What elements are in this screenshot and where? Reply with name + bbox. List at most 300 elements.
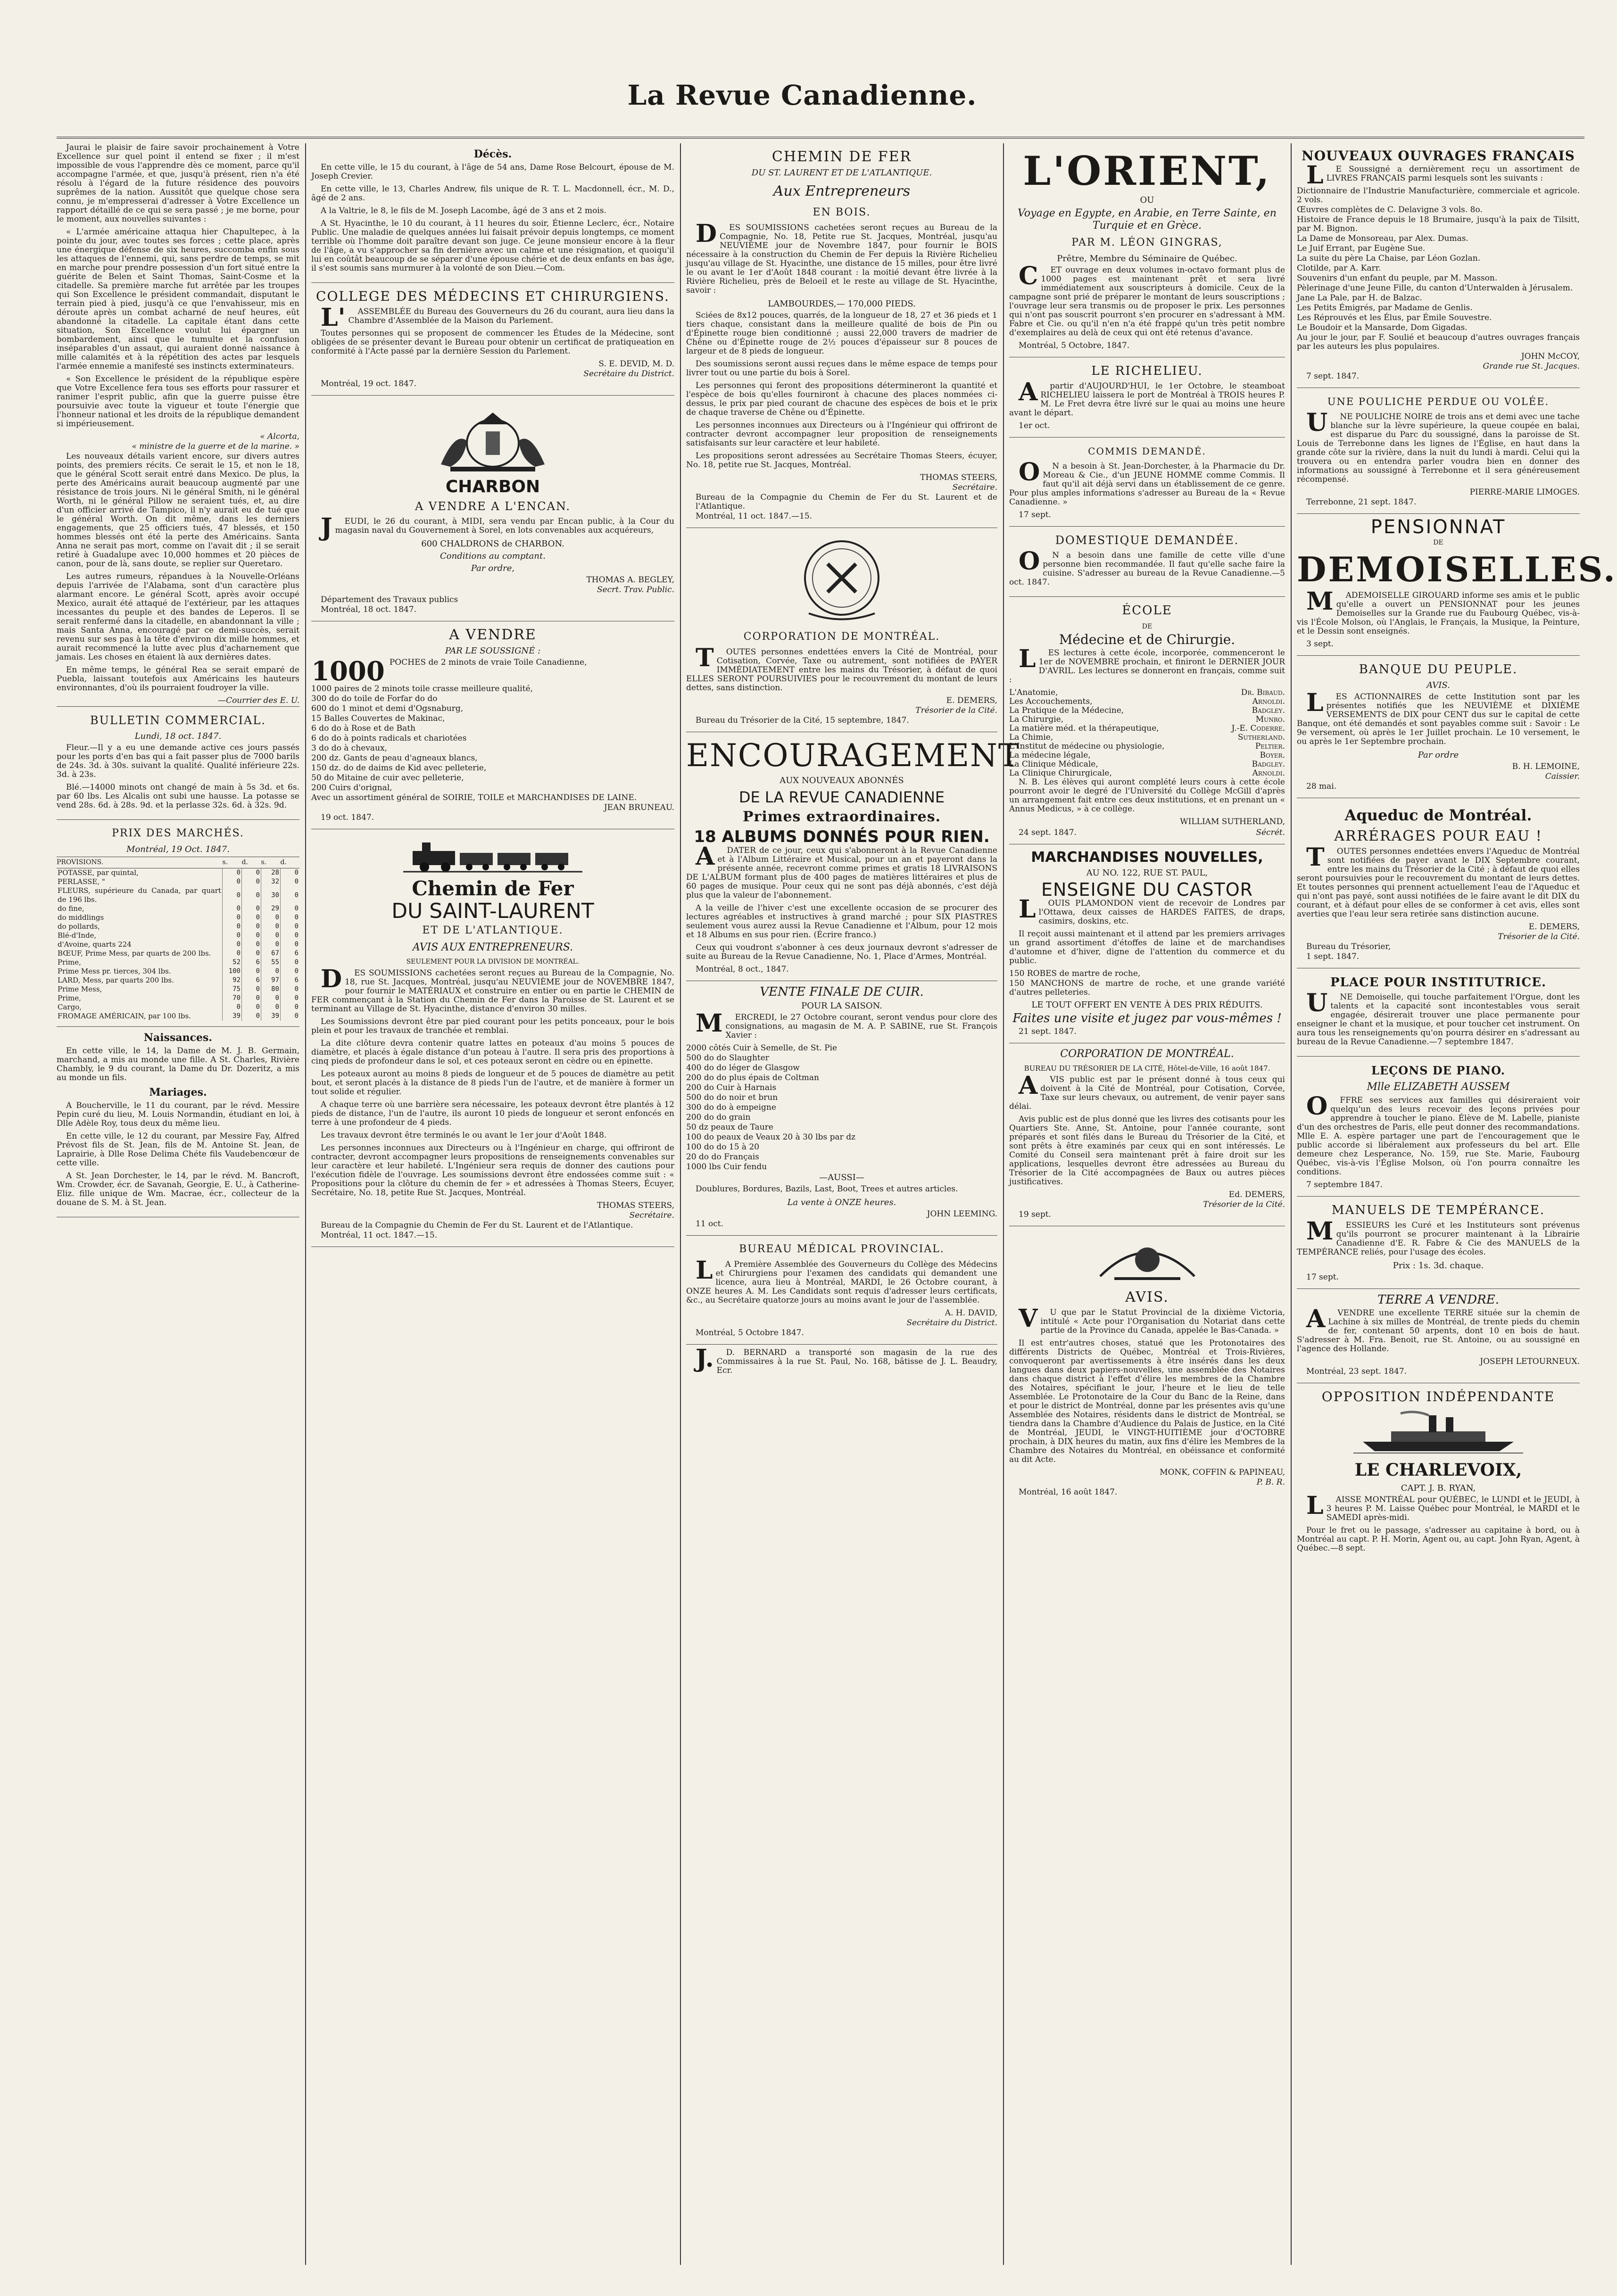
temperance-date: 17 sept. bbox=[1306, 1272, 1339, 1282]
filly-text: UNE POULICHE NOIRE de trois ans et demi avec une tache blanche sur la lèvre supérieure, la queue coupée en balai, est disparue du Parc du soussigné, dans la paroisse de St. Louis de Terrebonne dans les lignes de l'Église, en haut dans la grande côte sur la rivière, dans la nuit du lundi à mardi. Celui qui la trouvera ou en entendra parler voudra bien en donner des informations au soussigné à Terrebonne et il sera généreusement récompensé. bbox=[1297, 408, 1580, 484]
leather-items-list bbox=[686, 1044, 997, 1172]
goods-title: MARCHANDISES NOUVELLES, bbox=[1031, 849, 1263, 866]
prices-item: PERLASSE, " bbox=[58, 877, 105, 886]
sale-items-list bbox=[311, 685, 674, 802]
prices-section bbox=[57, 820, 299, 1027]
college-text: L'ASSEMBLÉE du Bureau des Gouverneurs du 26 du courant, aura lieu dans la Chambre d'Assemblée de la Maison du Parlement. bbox=[321, 303, 674, 332]
column-5 bbox=[1297, 143, 1617, 2265]
prices-value: 0 bbox=[281, 931, 300, 940]
piano-subtitle: Mlle ELIZABETH AUSSEM bbox=[1367, 1081, 1510, 1093]
column-1 bbox=[57, 143, 299, 2265]
lecture-subject: L'Institut de médecine ou physiologie, bbox=[1009, 742, 1165, 751]
college-signature: S. E. DEVID, M. D. bbox=[598, 359, 674, 369]
column-3 bbox=[686, 143, 1020, 2265]
railway-title-3: ET DE L'ATLANTIQUE. bbox=[422, 925, 564, 936]
prices-value: 97 bbox=[261, 976, 281, 985]
prices-value: 0 bbox=[261, 994, 281, 1003]
timber-heading: Aux Entrepreneurs bbox=[773, 183, 911, 199]
railway-division: SEULEMENT POUR LA DIVISION DE MONTRÉAL. bbox=[406, 958, 580, 966]
corporation-notice-date: 19 sept. bbox=[1019, 1210, 1051, 1219]
notary-date: Montréal, 16 août 1847. bbox=[1019, 1487, 1118, 1497]
railway-signature: THOMAS STEERS, bbox=[597, 1201, 674, 1210]
leather-title: VENTE FINALE DE CUIR. bbox=[760, 985, 924, 999]
sale-item: 3 do do à chevaux, bbox=[311, 743, 388, 753]
prices-value: 0 bbox=[281, 940, 300, 949]
book-item: Pèlerinage d'une Jeune Fille, du canton d'Unterwalden à Jérusalem. bbox=[1297, 283, 1573, 293]
leather-item: 200 do do grain bbox=[686, 1113, 751, 1122]
lecture-professor: Badgley. bbox=[1252, 760, 1285, 769]
railway-signature-role: Secrétaire. bbox=[629, 1211, 674, 1220]
lecture-row bbox=[1009, 769, 1285, 778]
coal-text: JEUDI, le 26 du courant, à MIDI, sera vendu par Encan public, à la Cour du magasin naval du Gouvernement à Sorel, en lots convenables aux acquéreurs, bbox=[321, 513, 674, 542]
timber-text: Les personnes qui feront des propositions détermineront la quantité et l'espèce de bois qu'elles fourniront à chacune des places nommées ci-dessus, le prix par pied courant de chacune des espèces de bois et le prix de chaque traverse de Chêne ou d'Épinette. bbox=[686, 381, 997, 417]
prices-value: 39 bbox=[261, 1012, 281, 1021]
deaths-text: En cette ville, le 13, Charles Andrew, fils unique de R. T. L. Macdonnell, écr., M. D., âgé de 2 ans. bbox=[311, 184, 674, 203]
books-ad bbox=[1297, 143, 1580, 388]
bulletin-title: BULLETIN COMMERCIAL. bbox=[90, 714, 266, 727]
notary-title: AVIS. bbox=[1125, 1289, 1169, 1305]
notary-signature: MONK, COFFIN & PAPINEAU, bbox=[1160, 1468, 1285, 1477]
school-date: 24 sept. 1847. bbox=[1019, 828, 1077, 837]
leather-item: 100 do do 15 à 20 bbox=[686, 1142, 760, 1152]
leather-item: 400 do do léger de Glasgow bbox=[686, 1063, 800, 1073]
column-rule bbox=[680, 143, 681, 2265]
castor-title: ENSEIGNE DU CASTOR bbox=[1041, 879, 1253, 900]
prices-row bbox=[57, 1012, 299, 1021]
corporation-signature: E. DEMERS, bbox=[946, 696, 997, 705]
bank-order: Par ordre bbox=[1418, 750, 1459, 760]
prices-row bbox=[57, 940, 299, 949]
land-signature: JOSEPH LETOURNEUX. bbox=[1480, 1357, 1580, 1366]
prices-value: 39 bbox=[223, 1012, 242, 1021]
marriages-text: A Boucherville, le 11 du courant, par le révd. Messire Pepin curé du lieu, M. Louis Normandin, étudiant en loi, à Dlle Adèle Roy, tous deux du même lieu. bbox=[57, 1101, 299, 1128]
prices-value: 0 bbox=[242, 1012, 261, 1021]
prices-value: 0 bbox=[242, 949, 261, 958]
piano-date: 7 septembre 1847. bbox=[1306, 1180, 1383, 1189]
prices-value: 6 bbox=[281, 949, 300, 958]
prices-value: 0 bbox=[261, 940, 281, 949]
coal-date: Montréal, 18 oct. 1847. bbox=[321, 605, 417, 614]
filly-title: UNE POULICHE PERDUE OU VOLÉE. bbox=[1327, 396, 1550, 407]
orient-ad bbox=[1009, 143, 1285, 357]
sale-item: 600 do 1 minot et demi d'Ogsnaburg, bbox=[311, 704, 464, 713]
prices-title: PRIX DES MARCHÉS. bbox=[112, 827, 244, 839]
school-signature-role: Sécrét. bbox=[1256, 828, 1285, 837]
corporation-text: TOUTES personnes endettées envers la Cité de Montréal, pour Cotisation, Corvée, Taxe ou autrement, sont notifiées de PAYER IMMÉDIATEMENT entre les mains du Trésorier, à défaut de quoi ELLES SERONT POURSUIVIES pour le recouvrement du montant de leurs dettes, sans distinction. bbox=[686, 644, 997, 693]
prices-value: 0 bbox=[281, 922, 300, 931]
medical-bureau-signature: A. H. DAVID, bbox=[945, 1308, 997, 1318]
prices-row bbox=[57, 1003, 299, 1012]
prices-item: Blé-d'Inde, bbox=[58, 931, 97, 940]
aqueduct-subtitle: ARRÉRAGES POUR EAU ! bbox=[1334, 828, 1542, 844]
lecture-row bbox=[1009, 715, 1285, 724]
bernard-text: J.D. BERNARD a transporté son magasin de la rue des Commissaires à la rue St. Paul, No. 168, bâtisse de J. L. Beaudry, Ecr. bbox=[696, 1344, 997, 1375]
leather-item: 300 do do à empeigne bbox=[686, 1103, 776, 1112]
clerk-ad bbox=[1009, 438, 1285, 527]
sale-item: 200 dz. Gants de peau d'agneaux blancs, bbox=[311, 753, 478, 763]
bank-avis: AVIS. bbox=[1426, 680, 1450, 690]
medical-bureau-text: LA Première Assemblée des Gouverneurs du Collège des Médecins et Chirurgiens pour l'examen des candidats qui demandent une licence, aura lieu à Montréal, MARDI, le 26 Octobre courant, à ONZE heures A. M. Les Candidats sont requis d'adresser leurs certificats, &c., au Secrétaire quatorze jours au moins avant le jour de l'assemblée. bbox=[686, 1256, 997, 1305]
orient-text: CET ouvrage en deux volumes in-octavo formant plus de 1000 pages est maintenant prêt et sera livré immédiatement aux souscripteurs à domicile. Ceux de la campagne sont prié de préparer le montant de leurs souscriptions ; l'ouvrage leur sera transmis ou de proposer le prix. Les personnes qui n'ont pas souscrit pourront s'en procurer en s'adressant à MM. Fabre et Cie. ou qu'il n'en n'a été frappé qu'un très petit nombre d'exemplaires au delà de ceux qui ont été retenus d'avance. bbox=[1009, 262, 1285, 338]
aqueduct-signature-role: Trésorier de la Cité. bbox=[1498, 932, 1580, 942]
lecture-subject: Les Accouchements, bbox=[1009, 697, 1093, 706]
steamboat-text: Pour le fret ou le passage, s'adresser au capitaine à bord, ou à Montréal au capt. P. H. Morin, Agent ou, au capt. John Ryan, Agent, à Québec.—8 sept. bbox=[1297, 1526, 1580, 1553]
deaths-text: A St. Hyacinthe, le 10 du courant, à 11 heures du soir, Étienne Leclerc, écr., Notaire Public. Une maladie de quelques années lui faisait prévoir depuis longtemps, ce moment terrible où l'homme doit paraître devant son juge. Ce jeune monsieur encore à la fleur de l'âge, a vu s'approcher sa fin dernière avec un calme et une résignation, et quoiqu'il lui en coûtât beaucoup de se séparer d'une épouse chérie et de deux enfants en bas âge, il s'est soumis sans murmurer à la volonté de son Dieu.—Com. bbox=[311, 219, 674, 273]
sale-text: POCHES de 2 minots de vraie Toile Canadienne, bbox=[389, 658, 587, 667]
leather-item: 500 do do noir et brun bbox=[686, 1093, 778, 1102]
leather-aussi: —AUSSI— bbox=[819, 1173, 864, 1182]
piano-title: LEÇONS DE PIANO. bbox=[1371, 1064, 1505, 1077]
railway-text: Les travaux devront être terminés le ou avant le 1er jour d'Août 1848. bbox=[321, 1131, 607, 1140]
book-item: Jane La Pale, par H. de Balzac. bbox=[1297, 293, 1422, 303]
prices-row bbox=[57, 985, 299, 994]
prices-value: 6 bbox=[281, 976, 300, 985]
prices-value: 0 bbox=[281, 1012, 300, 1021]
lecture-row bbox=[1009, 724, 1285, 733]
corporation-notice-text: AVIS public est par le présent donné à tous ceux qui doivent à la Cité de Montréal, pour Cotisation, Corvée, Taxe sur leurs chevaux, ou autrement, de venir payer sans délai. bbox=[1009, 1071, 1285, 1111]
clerk-date: 17 sept. bbox=[1019, 510, 1051, 520]
lecture-professor: Arnoldi. bbox=[1252, 697, 1285, 706]
castor-date: 21 sept. 1847. bbox=[1019, 1027, 1077, 1036]
article-text: « L'armée américaine attaqua hier Chapultepec, à la pointe du jour, avec toutes ses forces ; cette place, après une énergique défense de six heures, succomba enfin sous les attaques de l'ennemi, qui, sans perdre de temps, se mit en marche pour prendre possession d'un fort situé entre la guérite de Belen et Saint Thomas, Saint-Cosme et la citadelle. Sa première marche fut arrêtée par les troupes qui Son Excellence le président commandait, disputant le terrain pied à pied, jusqu'à ce que l'envahisseur, mis en déroute après un combat acharné de neuf heures, eût abandonné la citadelle. La capitale étant dans cette situation, Son Excellence voulut lui épargner un bombardement, ainsi que le tumulte et la confusion inséparables d'un assaut, qui auraient donné naissance à mille calamités et à la répétition des actes par lesquels l'armée ennemie a manifesté ses instincts exterminateurs. bbox=[57, 227, 299, 371]
servant-ad bbox=[1009, 527, 1285, 597]
article-text: « Son Excellence le président de la république espère que Votre Excellence fera tous ses efforts pour rassurer et ranimer l'esprit public, afin que la guerre puisse être poursuivie avec toute la vigueur et toute l'énergie que l'honneur national et les droits de la république demandent si impérieusement. bbox=[57, 374, 299, 429]
prices-value: 0 bbox=[281, 958, 300, 967]
timber-bureau: Bureau de la Compagnie du Chemin de Fer du St. Laurent et de l'Atlantique. bbox=[696, 493, 997, 511]
encouragement-subtitle-2: DE LA REVUE CANADIENNE bbox=[738, 788, 945, 806]
lecture-row bbox=[1009, 760, 1285, 769]
bulletin-date: Lundi, 18 oct. 1847. bbox=[134, 731, 222, 741]
timber-text: Les personnes inconnues aux Directeurs ou à l'Ingénieur qui offriront de contracter devront accompagner leur proposition de renseignements satisfaisants sur leur caractère et leur habileté. bbox=[686, 421, 997, 448]
corporation-notice-title: CORPORATION DE MONTRÉAL. bbox=[1060, 1048, 1234, 1060]
prices-item: LARD, Mess, par quarts 200 lbs. bbox=[58, 976, 174, 984]
deaths-section bbox=[311, 143, 674, 283]
timber-signature: THOMAS STEERS, bbox=[920, 473, 997, 482]
railway-text: Les poteaux auront au moins 8 pieds de longueur et de 5 pouces de diamètre au petit bout, et seront placés à la distance de 8 pieds l'un de l'autre, et de manière à former un tout solide et régulier. bbox=[311, 1069, 674, 1097]
prices-value: 0 bbox=[281, 904, 300, 913]
coal-title: CHARBON bbox=[445, 477, 540, 496]
orient-title: L'ORIENT, bbox=[1023, 148, 1271, 194]
prices-value: 0 bbox=[242, 913, 261, 922]
encouragement-text: Ceux qui voudront s'abonner à ces deux journaux devront s'adresser de suite au Bureau de la Revue Canadienne, No. 1, Place d'Armes, Montréal. bbox=[686, 943, 997, 961]
school-title: ÉCOLE bbox=[1122, 603, 1172, 618]
prices-row bbox=[57, 904, 299, 913]
lecture-subject: La Chimie, bbox=[1009, 733, 1053, 742]
prices-value: 0 bbox=[242, 931, 261, 940]
prices-item: Prime, bbox=[58, 994, 81, 1002]
prices-header-cell: d. bbox=[242, 857, 261, 868]
prices-row bbox=[57, 868, 299, 878]
corporation-date: Bureau du Trésorier de la Cité, 15 septembre, 1847. bbox=[696, 716, 909, 725]
notary-text: Il est entr'autres choses, statué que les Protonotaires des différents Districts de Québec, Montréal et Trois-Rivières, convoqueront par avertissements à être insérés dans les deux langues dans deux papiers-nouvelles, une assemblée des Notaires dans chaque district à l'effet d'élire les membres de la Chambre des Notaires, spécifiant le jour, l'heure et le lieu de telle Assemblée. Le Protonotaire de la Cour du Banc de la Reine, dans et pour le district de Montréal, donne par les présentes avis qu'une Assemblée des Notaires, résidents dans le district de Montréal, se tiendra dans la Chambre d'Audience du Palais de Justice, en la Cité de Montréal, JEUDI, le VINGT-HUITIÈME jour d'OCTOBRE prochain, à DIX heures du matin, aux fins d'élire les Membres de la Chambre des Notaires du Montréal, en obéissance et conformité au dit Acte. bbox=[1009, 1338, 1285, 1464]
coal-signature: THOMAS A. BEGLEY, bbox=[586, 575, 674, 585]
book-item: Le Boudoir et la Mansarde, Dom Gigadas. bbox=[1297, 323, 1468, 332]
bank-title: BANQUE DU PEUPLE. bbox=[1359, 662, 1518, 677]
prices-value: 0 bbox=[242, 868, 261, 878]
lecture-subject: La Pratique de la Médecine, bbox=[1009, 706, 1124, 715]
railway-ad bbox=[311, 829, 674, 1247]
prices-value: 0 bbox=[261, 967, 281, 976]
medical-bureau-signature-role: Secrétaire du District. bbox=[906, 1318, 997, 1328]
books-title: NOUVEAUX OUVRAGES FRANÇAIS bbox=[1302, 148, 1575, 164]
prices-value: 0 bbox=[281, 877, 300, 886]
boarding-school-date: 3 sept. bbox=[1306, 639, 1334, 649]
castor-prices: LE TOUT OFFERT EN VENTE À DES PRIX RÉDUITS. bbox=[1031, 1000, 1263, 1010]
medical-bureau-ad bbox=[686, 1236, 997, 1345]
prices-header-cell: PROVISIONS. bbox=[57, 857, 223, 868]
book-item: Œuvres complètes de C. Delavigne 3 vols. 8o. bbox=[1297, 205, 1483, 215]
notary-text: VU que par le Statut Provincial de la dixième Victoria, intitulé « Acte pour l'Organisation du Notariat dans cette partie de la Province du Canada, appelée le Bas-Canada. » bbox=[1019, 1304, 1285, 1335]
prices-row bbox=[57, 877, 299, 886]
railway-title-2: DU SAINT-LAURENT bbox=[391, 899, 594, 923]
book-item: Les Petits Émigrés, par Madame de Genlis. bbox=[1297, 303, 1473, 313]
sale-item: 300 do do toile de Forfar do do bbox=[311, 694, 438, 703]
orient-author: PAR M. LÉON GINGRAS, bbox=[1071, 237, 1223, 248]
prices-row bbox=[57, 913, 299, 922]
school-footer bbox=[1009, 827, 1285, 838]
coal-quantity: 600 CHALDRONS de CHARBON. bbox=[421, 539, 564, 549]
richelieu-date: 1er oct. bbox=[1019, 421, 1050, 430]
sale-item: 50 do Mitaine de cuir avec pelleterie, bbox=[311, 773, 464, 783]
boarding-school-title: PENSIONNAT bbox=[1370, 516, 1506, 538]
orient-subtitle: Voyage en Egypte, en Arabie, en Terre Sainte, en Turquie et en Grèce. bbox=[1018, 207, 1277, 231]
books-date: 7 sept. 1847. bbox=[1306, 372, 1360, 381]
royal-arms-icon bbox=[422, 403, 564, 474]
railway-text: Les Soumissions devront être par pied courant pour les petits ponceaux, pour le bois plein et pour les travaux de tranchée et remblai. bbox=[311, 1017, 674, 1035]
prices-value: 0 bbox=[261, 1003, 281, 1012]
aqueduct-text: TOUTES personnes endettées envers l'Aqueduc de Montréal sont notifiées de payer avant le DIX Septembre courant, entre les mains du Trésorier de la Cité ; à défaut de quoi elles seront poursuivies pour le recouvrement du montant de leurs dettes. Et toutes personnes qui prennent actuellement l'eau de l'Aqueduc et qui n'ont pas payé, sont aussi notifiées de le faire avant le dit DIX du courant, et à défaut pour elles de se conformer à cet avis, elles sont averties que l'eau leur sera retirée sans distinction aucune. bbox=[1297, 843, 1580, 919]
lecture-professor: Munro. bbox=[1255, 715, 1285, 724]
sale-item: 15 Balles Couvertes de Makinac, bbox=[311, 714, 445, 723]
prices-row bbox=[57, 949, 299, 958]
corporation-notice-signature-role: Trésorier de la Cité. bbox=[1203, 1200, 1285, 1209]
timber-text: DES SOUMISSIONS cachetées seront reçues au Bureau de la Compagnie, No. 18, Petite rue St. Jacques, Montréal, jusqu'au NEUVIÈME jour de Novembre 1847, pour fournir le BOIS nécessaire à la construction du Chemin de Fer depuis la Rivière Richelieu jusqu'au village de St. Hyacinthe, une distance de 15 milles, pour être livré le ou avant le 1er d'Août 1848 courant : la moitié devant être livrée à la Rivière Richelieu, près de Beloeil et le reste au village de St. Hyacinthe, savoir : bbox=[686, 219, 997, 295]
book-item: Dictionnaire de l'Industrie Manufacturière, commerciale et agricole. 2 vols. bbox=[1297, 186, 1580, 205]
prices-header-cell: s. bbox=[223, 857, 242, 868]
prices-row bbox=[57, 931, 299, 940]
prices-item: Prime Mess pr. tierces, 304 lbs. bbox=[58, 967, 171, 975]
goods-address: AU NO. 122, RUE ST. PAUL, bbox=[1086, 868, 1208, 878]
bank-signature: B. H. LEMOINE, bbox=[1512, 762, 1580, 771]
railway-subtitle: AVIS AUX ENTREPRENEURS. bbox=[412, 942, 573, 953]
prices-value: 0 bbox=[223, 922, 242, 931]
prices-item: Prime Mess, bbox=[58, 985, 102, 993]
prices-item: d'Avoine, quarts 224 bbox=[58, 940, 132, 949]
prices-value: 0 bbox=[242, 922, 261, 931]
prices-value: 100 bbox=[223, 967, 242, 976]
book-item: La suite du père La Chaise, par Léon Gozlan. bbox=[1297, 254, 1481, 263]
source-credit: —Courrier des E. U. bbox=[218, 696, 299, 705]
encouragement-date: Montréal, 8 oct., 1847. bbox=[696, 965, 789, 974]
book-item: Les Réprouvés et les Élus, par Émile Souvestre. bbox=[1297, 313, 1492, 322]
births-text: En cette ville, le 14, la Dame de M. J. B. Germain, marchand, a mis au monde une fille. A St. Charles, Rivière Chambly, le 9 du courant, la Dame du Dr. Dozeritz, a mis au monde un fils. bbox=[57, 1046, 299, 1082]
railway-text: Les personnes inconnues aux Directeurs ou à l'Ingénieur en charge, qui offriront de contracter, devront accompagner leurs propositions de renseignements convenables sur leur caractère et leur habileté. L'Ingénieur sera requis de donner des cautions pour l'exécution fidèle de l'ouvrage. Les soumissions devront être endossées comme suit : « Propositions pour la clôture du chemin de fer » et adressées à Thomas Steers, Écuyer, Secrétaire, No. 18, petite Rue St. Jacques, Montréal. bbox=[311, 1143, 674, 1198]
college-text: Toutes personnes qui se proposent de commencer les Études de la Médecine, sont obligées de se présenter devant le Bureau pour obtenir un certificat de pratiqueation en conformité à l'Acte passé par la dernière Session du Parlement. bbox=[311, 329, 674, 356]
aqueduct-ad bbox=[1297, 798, 1580, 968]
richelieu-title: LE RICHELIEU. bbox=[1091, 364, 1203, 378]
corporation-notice bbox=[1009, 1043, 1285, 1226]
prices-row bbox=[57, 922, 299, 931]
column-rule bbox=[305, 143, 306, 2265]
lecture-subject: L'Anatomie, bbox=[1009, 688, 1058, 697]
encouragement-ad bbox=[686, 732, 1020, 981]
prices-value: 0 bbox=[223, 877, 242, 886]
prices-row bbox=[57, 994, 299, 1003]
bank-date: 28 mai. bbox=[1306, 782, 1337, 791]
prices-value: 0 bbox=[242, 877, 261, 886]
prices-item: do fine, bbox=[58, 904, 84, 913]
bank-text: LES ACTIONNAIRES de cette Institution sont par les présentes notifiés que les NEUVIÈME et DIXIÈME VERSEMENTS de DIX pour CENT dus sur le capital de cette Banque, ont été demandés et sont payables comme suit : Savoir : Le 9e versement, où après le 1er Juillet prochain. Le 10 versement, le ou après le 1er Septembre prochain. bbox=[1297, 688, 1580, 746]
school-signature: WILLIAM SUTHERLAND, bbox=[1180, 817, 1285, 826]
lecture-professor: J.-E. Coderre. bbox=[1231, 724, 1285, 733]
corporation-title: CORPORATION DE MONTRÉAL. bbox=[743, 631, 940, 643]
school-text: LES lectures à cette école, incorporée, commenceront le 1er de NOVEMBRE prochain, et finiront le DERNIER JOUR D'AVRIL. Les lectures se donneront en français, comme suit : bbox=[1009, 644, 1285, 685]
railway-bureau: Bureau de la Compagnie du Chemin de Fer du St. Laurent et de l'Atlantique. bbox=[321, 1221, 633, 1230]
land-ad bbox=[1297, 1289, 1580, 1383]
clerk-text: ON a besoin à St. Jean-Dorchester, à la Pharmacie du Dr. Moreau & Cie., d'un JEUNE HOMME comme Commis. Il faut qu'il ait déjà servi dans un établissement de ce genre. Pour plus amples informations s'adresser au Bureau de la « Revue Canadienne. » bbox=[1009, 458, 1285, 507]
lecture-row bbox=[1009, 742, 1285, 751]
piano-ad bbox=[1297, 1057, 1580, 1197]
college-ad bbox=[311, 283, 674, 396]
encouragement-subtitle: AUX NOUVEAUX ABONNÉS bbox=[779, 776, 904, 785]
steamboat-title: LE CHARLEVOIX, bbox=[1354, 1460, 1522, 1480]
boarding-school-ad bbox=[1297, 514, 1617, 656]
railway-text: DES SOUMISSIONS cachetées seront reçues au Bureau de la Compagnie, No. 18, rue St. Jacques, Montréal, jusqu'au NEUVIÈME jour de NOVEMBRE 1847, pour fournir le MATÉRIAUX et construire en entier ou en partie le CHEMIN de FER commençant à la Station du Chemin de Fer dans la Paroisse de St. Laurent et se terminant au Village de St. Hyacinthe, distance d'environ 30 milles. bbox=[311, 965, 674, 1014]
college-title: COLLEGE DES MÉDECINS ET CHIRURGIENS. bbox=[316, 289, 670, 304]
teacher-text: UNE Demoiselle, qui touche parfaitement l'Orgue, dont les talents et la capacité sont incontestables vous serait engagée, désirerait trouver une place permanente pour enseigner le chant et la musique, et pour toucher cet instrument. On aura tous les renseignements qu'on pourra désirer en s'adressant au bureau de la Revue Canadienne.—7 septembre 1847. bbox=[1297, 989, 1580, 1047]
prices-value: 0 bbox=[261, 922, 281, 931]
leather-aussi-text: Doublures, Bordures, Bazils, Last, Boot, Trees et autres articles. bbox=[696, 1184, 958, 1194]
school-de: DE bbox=[1142, 623, 1153, 630]
prices-value: 0 bbox=[242, 967, 261, 976]
bulletin-section bbox=[57, 706, 299, 820]
corporation-notice-text: Avis public est de plus donné que les livres des cotisants pour les Quartiers Ste. Anne, St. Antoine, pour l'année courante, sont préparés et sont filés dans le Bureau du Trésorier de la Cité, et sont prêts à être examinés par ceux qui en sont intéressés. Le Comité du Conseil sera maintenant prêt à faire droit sur les applications, lesquelles devront être adressées au Bureau du Trésorier de la Cité accompagnées de Baux ou autres pièces justificatives. bbox=[1009, 1115, 1285, 1187]
column-rule bbox=[1291, 143, 1292, 2265]
notary-ad bbox=[1009, 1226, 1285, 1497]
prices-value: 0 bbox=[223, 913, 242, 922]
prices-item: FLEURS, supérieure du Canada, par quart de 196 lbs. bbox=[58, 886, 221, 904]
school-ad bbox=[1009, 597, 1285, 844]
leather-text: MERCREDI, le 27 Octobre courant, seront vendus pour clore des consignations, au magasin de M. A. P. SABINE, rue St. François Xavier : bbox=[696, 1009, 997, 1040]
corporation-signature-role: Trésorier de la Cité. bbox=[915, 706, 997, 715]
signature: « ministre de la guerre et de la marine. » bbox=[132, 442, 299, 451]
prices-value: 0 bbox=[242, 904, 261, 913]
lecture-professor: Arnoldi. bbox=[1252, 768, 1285, 778]
teacher-ad bbox=[1297, 968, 1580, 1057]
prices-item: Prime, bbox=[58, 958, 81, 966]
deaths-text: A la Valtrie, le 8, le fils de M. Joseph Lacombe, âgé de 3 ans et 2 mois. bbox=[321, 206, 606, 215]
lecture-row bbox=[1009, 697, 1285, 706]
temperance-ad bbox=[1297, 1197, 1580, 1289]
sale-item: 1000 paires de 2 minots toile crasse meilleure qualité, bbox=[311, 684, 533, 694]
prices-row bbox=[57, 967, 299, 976]
lecture-subject: La matière méd. et la thérapeutique, bbox=[1009, 724, 1159, 733]
steamboat-text: LAISSE MONTRÉAL pour QUÉBEC, le LUNDI et le JEUDI, à 3 heures P. M. Laisse Québec pour Montréal, le MARDI et le SAMEDI après-midi. bbox=[1306, 1491, 1580, 1522]
prices-value: 0 bbox=[223, 1003, 242, 1012]
crest-icon bbox=[1091, 1234, 1204, 1286]
boarding-school-big: DEMOISELLES. bbox=[1297, 549, 1617, 589]
books-text: LE Soussigné a dernièrement reçu un assortiment de LIVRES FRANÇAIS parmi lesquels sont les suivants : bbox=[1306, 161, 1580, 190]
lecture-professor: Sutherland. bbox=[1237, 733, 1285, 742]
book-item: Histoire de France depuis le 18 Brumaire, jusqu'à la paix de Tilsitt, par M. Bignon. bbox=[1297, 215, 1580, 233]
land-date: Montréal, 23 sept. 1847. bbox=[1306, 1367, 1407, 1376]
leather-item: 50 dz peaux de Taure bbox=[686, 1123, 773, 1132]
lecture-professor: Boyer. bbox=[1260, 751, 1285, 760]
prices-value: 0 bbox=[223, 868, 242, 878]
lecture-professor: Badgley. bbox=[1252, 706, 1285, 715]
railway-title-1: Chemin de Fer bbox=[412, 877, 574, 900]
prices-value: 0 bbox=[242, 985, 261, 994]
lecture-row bbox=[1009, 688, 1285, 697]
aqueduct-title: Aqueduc de Montréal. bbox=[1344, 806, 1532, 824]
bank-signature-role: Caissier. bbox=[1545, 772, 1580, 781]
marriages-text: En cette ville, le 12 du courant, par Messire Fay, Alfred Prévost fils de St. Jean, fils de M. Antoine St. Jean, de Laprairie, à Dlle Rose Delima Chéte fils Vaudebencœur de cette ville. bbox=[57, 1131, 299, 1168]
books-signature: JOHN McCOY, bbox=[1521, 352, 1580, 361]
railway-text: A chaque terre où une barrière sera nécessaire, les poteaux devront être plantés à 12 pieds de distance, l'un de l'autre, ils auront 10 pieds de longueur et seront enfoncés en terre à une profondeur de 4 pieds. bbox=[311, 1100, 674, 1127]
book-item: Au jour le jour, par F. Soulié et beaucoup d'autres ouvrages français par les auteurs les plus populaires. bbox=[1297, 333, 1580, 351]
lecture-subject: La Clinique Chirurgicale, bbox=[1009, 768, 1112, 778]
leather-date: 11 oct. bbox=[696, 1219, 724, 1229]
prices-value: 0 bbox=[242, 1003, 261, 1012]
school-text: N. B. Les élèves qui auront complété leurs cours à cette école pourront avoir le degré de l'Université du Collège McGill d'après un arrangement fait entre ces deux institutions, et en prenant un « Annus Medicus, » à ce collège. bbox=[1009, 777, 1285, 814]
boarding-school-text: MADEMOISELLE GIROUARD informe ses amis et le public qu'elle a ouvert un PENSIONNAT pour les jeunes Demoiselles sur la Grande rue du Faubourg Québec, vis-à-vis l'École Molson, où l'Anglais, le Français, la Musique, la Peinture, et le Dessin sont enseignés. bbox=[1297, 587, 1580, 636]
prices-value: 55 bbox=[261, 958, 281, 967]
timber-text: Sciées de 8x12 pouces, quarrés, de la longueur de 18, 27 et 36 pieds et 1 tiers chaque, consistant dans la meilleure qualité de bois de Pin ou d'Épinette rouge bien conditionné ; aussi 22,000 travers de madrier de Chêne ou d'Épinette rouge de 2½ pouces d'épaisseur sur 8 pouces de largeur et de 8 pieds de longueur. bbox=[686, 311, 997, 356]
castor-item: 150 ROBES de martre de roche, bbox=[1009, 969, 1141, 978]
temperance-title: MANUELS DE TEMPÉRANCE. bbox=[1331, 1203, 1545, 1217]
timber-ad bbox=[686, 143, 997, 528]
castor-visit: Faites une visite et jugez par vous-mêmes ! bbox=[1012, 1011, 1282, 1025]
sale-subtitle: PAR LE SOUSSIGNÉ : bbox=[445, 646, 541, 656]
land-title: TERRE A VENDRE. bbox=[1377, 1293, 1499, 1307]
prices-item: POTASSE, par quintal, bbox=[58, 868, 139, 877]
corporation-ad bbox=[686, 528, 997, 732]
servant-title: DOMESTIQUE DEMANDÉE. bbox=[1055, 534, 1239, 547]
richelieu-text: Apartir d'AUJOURD'HUI, le 1er Octobre, le steamboat RICHELIEU laissera le port de Montréal à TROIS heures P. M. Le Fret devra être livré sur le quai au moins une heure avant le départ. bbox=[1009, 378, 1285, 418]
marriages-text: A St. Jean Dorchester, le 14, par le révd. M. Bancroft, Wm. Crowder, écr. de Savanah, Georgie, E. U., à Catherine-Eliz. fille unique de Wm. Macrae, écr., collecteur de la douane de S. M. à St. Jean. bbox=[57, 1171, 299, 1207]
lecture-row bbox=[1009, 733, 1285, 742]
castor-item: 150 MANCHONS de martre de roche, et une grande variété d'autres pelleteries. bbox=[1009, 979, 1285, 997]
prices-value: 80 bbox=[261, 985, 281, 994]
prices-value: 0 bbox=[261, 931, 281, 940]
corporation-notice-head: BUREAU DU TRÉSORIER DE LA CITÉ, Hôtel-de-Ville, 16 août 1847. bbox=[1024, 1064, 1270, 1073]
marriages-title: Mariages. bbox=[149, 1086, 207, 1098]
filly-signature: PIERRE-MARIE LIMOGES. bbox=[1469, 487, 1580, 497]
coal-conditions: Conditions au comptant. bbox=[440, 551, 546, 561]
sale-date: 19 oct. 1847. bbox=[321, 813, 374, 822]
timber-quantity: LAMBOURDES,— 170,000 PIEDS. bbox=[768, 299, 916, 309]
castor-text: Il reçoit aussi maintenant et il attend par les premiers arrivages un grand assortiment d'étoffes de laine et de marchandises d'automne et d'hiver, digne de l'attention du commerce et du public. bbox=[1009, 929, 1285, 966]
corporation-notice-signature: Ed. DEMERS, bbox=[1228, 1190, 1285, 1199]
masthead-title: La Revue Canadienne. bbox=[627, 79, 977, 111]
prices-value: 0 bbox=[261, 913, 281, 922]
book-item: Souvenirs d'un enfant du peuple, par M. Masson. bbox=[1297, 273, 1498, 283]
prices-value: 92 bbox=[223, 976, 242, 985]
prices-value: 0 bbox=[281, 994, 300, 1003]
school-lectures-list bbox=[1009, 688, 1285, 778]
encouragement-text: A la veille de l'hiver c'est une excellente occasion de se procurer des lectures agréables et instructives à grand marché ; pour SIX PIASTRES seulement vous aurez aussi la Revue Canadienne et l'Album, pour 12 mois et 18 Albums en sus pour rien. (Écrire franco.) bbox=[686, 903, 997, 940]
books-list bbox=[1297, 187, 1580, 351]
sale-item: 150 dz. do de daims de Kid avec pelleterie, bbox=[311, 763, 487, 773]
column-2 bbox=[311, 143, 674, 2265]
coal-order: Par ordre, bbox=[471, 563, 515, 573]
boarding-school-de: DE bbox=[1433, 539, 1443, 546]
sale-item: 6 do do à Rose et de Bath bbox=[311, 724, 416, 733]
orient-ou: OU bbox=[1140, 195, 1154, 205]
prices-header-cell: s. bbox=[261, 857, 281, 868]
castor-text: LOUIS PLAMONDON vient de recevoir de Londres par l'Ottawa, deux caisses de HARDES FAITES, de draps, casimirs, doskins, etc. bbox=[1019, 895, 1285, 926]
coal-signature-role: Secrt. Trav. Public. bbox=[597, 585, 674, 595]
